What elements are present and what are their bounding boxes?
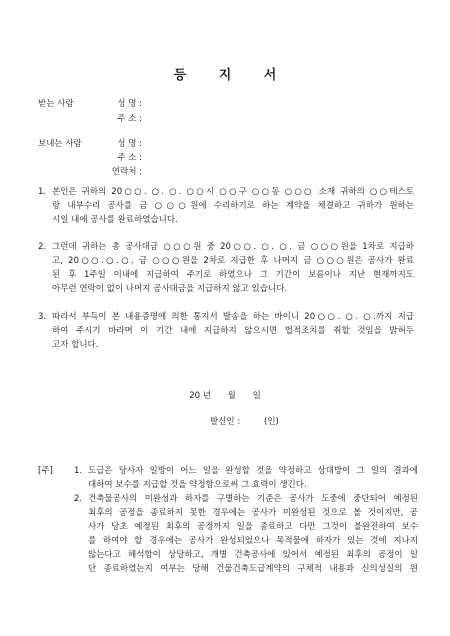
paragraph-line: 랑 내부수리 공사를 금 ○○○원에 수리하기로 하는 계약을 체결하고 귀하가 원하는 <box>52 201 414 211</box>
note-line: 사가 당초 예정된 최후의 공정까지 일을 종료하고 다만 그것이 불완전하여 보수 <box>88 522 418 532</box>
date-month: 월 <box>227 391 236 401</box>
document-title: 등 지 서 <box>173 68 291 83</box>
recipient-name-label: 성 명 : <box>117 99 142 109</box>
paragraph-line: 고자 합니다. <box>52 340 99 350</box>
note-line: 를 하여야 할 경우에는 공사가 완성되었으나 목적물에 하자가 있는 것에 지나지 <box>88 536 418 546</box>
date-line <box>0 389 450 401</box>
paragraph-number: 2. <box>38 242 47 252</box>
paragraph-line: 본인은 귀하의 20○○. ○. ○. ○○시 ○○구 ○○동 ○○○ 소재 귀하의 ○○테스토 <box>52 187 414 197</box>
paragraph-line: 시일 내에 공사를 완료하였습니다. <box>52 215 178 225</box>
sender-label: 보내는 사람 <box>38 139 82 149</box>
note-line: 않는다고 해석함이 상당하고, 개별 건축공사에 있어서 예정된 최후의 공정이 일 <box>88 550 418 560</box>
paragraph-line: 그런데 귀하는 총 공사대금 ○○○원 중 20○○. ○. ○. 금 ○○○원을 1차로 지급하 <box>52 242 414 252</box>
signature-line <box>210 415 279 427</box>
sender-contact-label: 연락처 : <box>111 167 142 177</box>
note-line: 도급은 당사자 일방이 어느 일을 완성할 것을 약정하고 상대방이 그 일의 결과에 <box>88 466 418 476</box>
paragraph-number: 3. <box>38 312 47 322</box>
recipient-address-label: 주 소 : <box>117 114 142 124</box>
sender-address-label: 주 소 : <box>117 153 142 163</box>
note-line: 건축물공사의 미완성과 하자를 구별하는 기준은 공사가 도중에 중단되어 예정된 <box>88 494 418 504</box>
paragraph-2 <box>38 240 414 296</box>
signature-label: 발신인 : <box>210 417 241 427</box>
paragraph-1 <box>38 185 414 227</box>
notes-tag: [주] <box>38 466 53 476</box>
sender-name-label: 성 명 : <box>117 139 142 149</box>
note-1 <box>74 464 418 492</box>
paragraph-3 <box>38 310 414 352</box>
paragraph-line: 따라서 부득이 본 내용증명에 의한 통지서 발송을 하는 바이니 20○○. ○. ○.까지 지급 <box>52 312 414 322</box>
paragraph-line: 된 후 1주일 이내에 지급하여 주기로 하였으나 그 기간이 보름이나 지난 현재까지도 <box>52 270 414 280</box>
paragraph-line: 아무런 연락이 없이 나머지 공사대금을 지급하지 않고 있습니다. <box>52 284 288 294</box>
note-2 <box>74 492 418 576</box>
seal-mark: (인) <box>264 417 279 427</box>
recipient-label: 받는 사람 <box>38 99 74 109</box>
note-line: 대하여 보수를 지급할 것을 약정함으로써 그 효력이 생긴다. <box>88 480 307 490</box>
date-day: 일 <box>252 391 261 401</box>
date-year: 20 년 <box>189 391 211 401</box>
paragraph-number: 1. <box>38 187 47 197</box>
paragraph-line: 하여 주시기 바라며 이 기간 내에 지급하지 않으시면 법적조치를 취할 것임을 밝혀두 <box>52 326 414 336</box>
note-number: 2. <box>74 494 83 504</box>
note-number: 1. <box>74 466 83 476</box>
note-line: 단 종료하였는지 여부는 당해 건물건축도급계약의 구체적 내용과 신의성실의 원 <box>88 564 418 574</box>
note-line: 최후의 공정을 종료하지 못한 경우에는 공사가 미완성된 것으로 볼 것이지만, 공 <box>88 508 418 518</box>
paragraph-line: 고, 20○○.○.○. 금 ○○○원을 2차로 지급한 후 나머지 금 ○○○원은 공사가 완료 <box>52 256 414 266</box>
